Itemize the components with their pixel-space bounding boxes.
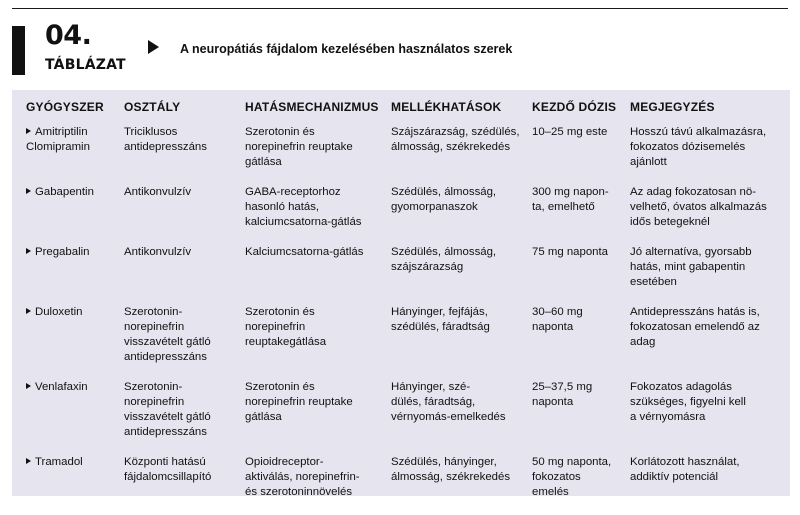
table-header [12,20,788,78]
column-header: MEGJEGYZÉS [630,100,715,114]
note-cell: Fokozatos adagolás szükséges, figyelni kell a vérnyomásra [630,381,746,423]
drug-name: Tramadol [35,456,83,468]
side-effects-cell: Hányinger, fejfájás, szédülés, fáradtság [391,306,490,333]
table-row [26,245,780,305]
side-effects-cell: Szájszárazság, szédülés, álmosság, székrekedés [391,126,520,153]
start-dose-cell: 25–37,5 mg naponta [532,381,593,408]
side-effects-cell: Hányinger, szé- dülés, fáradtság, vérnyomás-emelkedés [391,381,506,423]
bullet-icon [26,383,31,389]
drug-name: Duloxetin [35,306,83,318]
start-dose-cell: 30–60 mg naponta [532,306,583,333]
drug-name: Gabapentin [35,186,94,198]
column-header: KEZDŐ DÓZIS [532,100,617,114]
mechanism-cell: Szerotonin és norepinefrin reuptakegátlása [245,306,327,348]
note-cell: Hosszú távú alkalmazásra, fokozatos dózisemelés ajánlott [630,126,767,168]
class-cell: Antikonvulzív [124,186,192,198]
top-rule [12,8,788,9]
table-row [26,455,780,515]
table-panel [12,90,790,496]
bullet-icon [26,128,31,134]
drug-cell [26,305,124,380]
start-dose-cell: 300 mg napon- ta, emelhető [532,186,609,213]
drug-name: Venlafaxin [35,381,88,393]
start-dose-cell: 75 mg naponta [532,246,608,258]
start-dose-cell: 50 mg naponta, fokozatos emelés [532,456,612,498]
mechanism-cell: Szerotonin és norepinefrin reuptake gátlása [245,126,353,168]
header-bar [12,26,25,75]
table-row [26,380,780,455]
drug-cell [26,125,124,185]
side-effects-cell: Szédülés, hányinger, álmosság, székrekedés [391,456,511,483]
mechanism-cell: Kalciumcsatorna-gátlás [245,246,364,258]
column-header: MELLÉKHATÁSOK [391,100,502,114]
mechanism-cell: Opioidreceptor- aktiválás, norepinefrin- és szerotoninnövelés [245,456,360,498]
class-cell: Antikonvulzív [124,246,192,258]
start-dose-cell: 10–25 mg este [532,126,608,138]
class-cell: Triciklusos antidepresszáns [124,126,207,153]
column-header: GYÓGYSZER [26,100,104,114]
column-header: OSZTÁLY [124,100,181,114]
table-row [26,125,780,185]
drug-cell [26,455,124,515]
side-effects-cell: Szédülés, álmosság, szájszárazság [391,246,497,273]
drug-cell [26,380,124,455]
table-number: 04. [45,20,92,51]
bullet-icon [26,458,31,464]
table-caption: A neuropátiás fájdalom kezelésében használatos szerek [180,42,513,56]
drug-cell [26,185,124,245]
arrow-right-icon [148,40,159,54]
side-effects-cell: Szédülés, álmosság, gyomorpanaszok [391,186,497,213]
class-cell: Szerotonin- norepinefrin visszavételt gátló antidepresszáns [124,306,211,363]
column-header: HATÁSMECHANIZMUS [245,100,379,114]
note-cell: Jó alternatíva, gyorsabb hatás, mint gabapentin esetében [630,246,752,288]
bullet-icon [26,188,31,194]
class-cell: Szerotonin- norepinefrin visszavételt gátló antidepresszáns [124,381,211,438]
table-row [26,305,780,380]
table-row [26,185,780,245]
drug-table [26,98,780,515]
bullet-icon [26,308,31,314]
table-word: TÁBLÁZAT [45,57,126,73]
bullet-icon [26,248,31,254]
mechanism-cell: GABA-receptorhoz hasonló hatás, kalciumcsatorna-gátlás [245,186,362,228]
drug-cell [26,245,124,305]
note-cell: Antidepresszáns hatás is, fokozatosan emelendő az adag [630,306,760,348]
table-head-row [26,98,780,125]
mechanism-cell: Szerotonin és norepinefrin reuptake gátlása [245,381,353,423]
class-cell: Központi hatású fájdalomcsillapító [124,456,212,483]
note-cell: Az adag fokozatosan nö- velhető, óvatos alkalmazás idős betegeknél [630,186,767,228]
drug-name: Pregabalin [35,246,90,258]
drug-name: Amitriptilin Clomipramin [26,126,90,153]
note-cell: Korlátozott használat, addiktív potenciál [630,456,740,483]
